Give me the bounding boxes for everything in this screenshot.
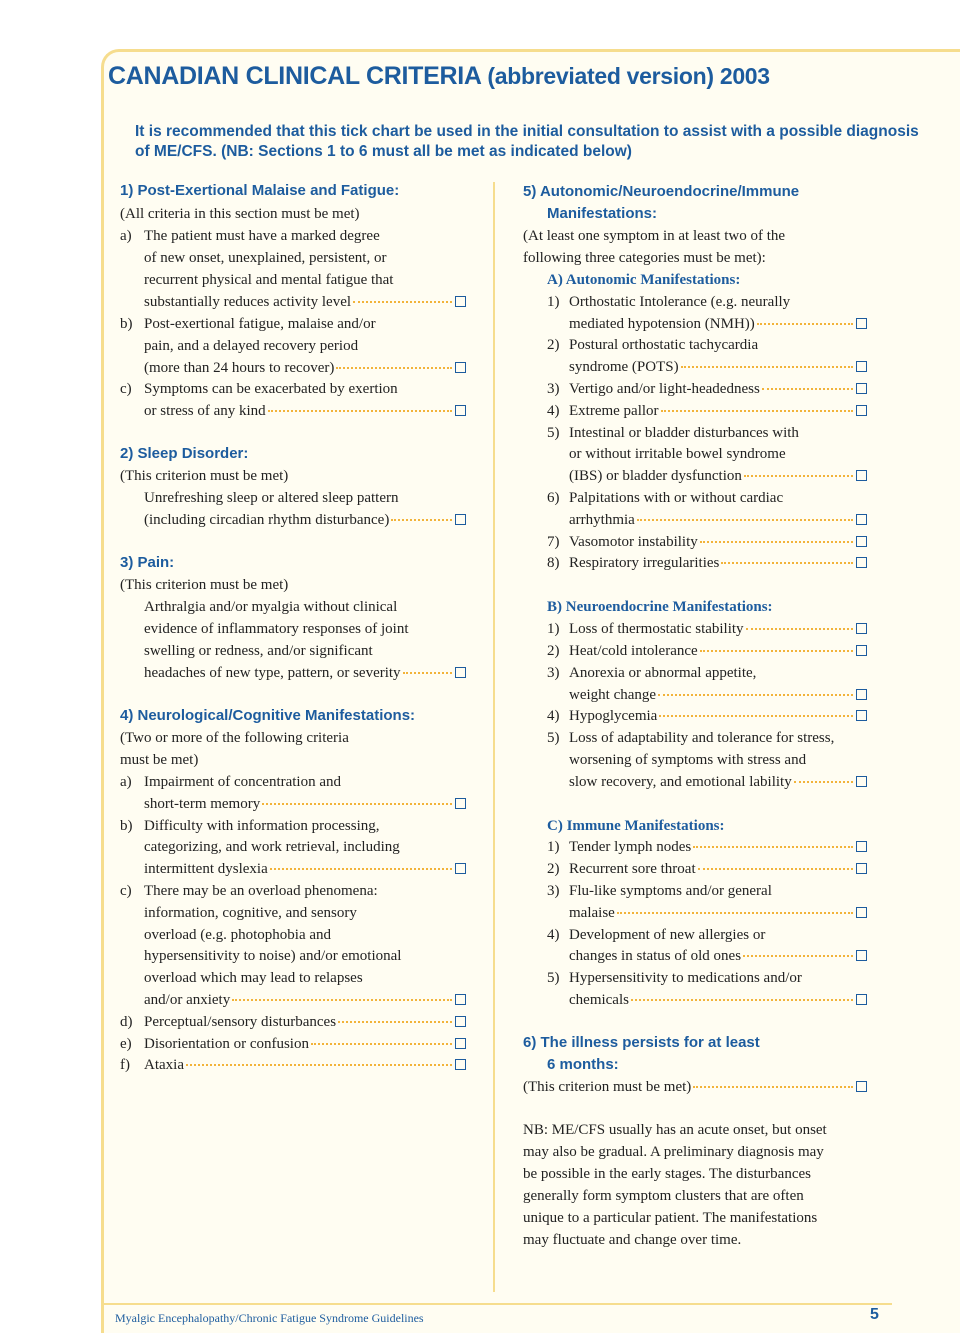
s1b-line: Post-exertional fatigue, malaise and/or: [144, 316, 376, 332]
dot-leader: [743, 954, 853, 957]
page-number: 5: [870, 1306, 879, 1323]
criterion-row: [569, 860, 867, 878]
dot-leader: [403, 671, 452, 674]
dot-leader: [721, 561, 853, 564]
criterion-row: [569, 642, 867, 660]
criterion-row: [569, 554, 867, 572]
criterion-row: [569, 315, 867, 333]
section1-heading: 1) Post-Exertional Malaise and Fatigue:: [120, 182, 400, 199]
s4b-line: intermittent dyslexia: [144, 861, 268, 877]
tick-checkbox[interactable]: [856, 405, 867, 416]
tick-checkbox[interactable]: [856, 841, 867, 852]
s4c-line: overload which may lead to relapses: [144, 970, 363, 986]
dot-leader: [762, 387, 853, 390]
section6-heading: 6) The illness persists for at least: [523, 1034, 760, 1051]
criterion-row: [144, 860, 466, 878]
item-line: weight change: [569, 687, 657, 703]
dot-leader: [391, 518, 452, 521]
s4e-line: Disorientation or confusion: [144, 1036, 309, 1052]
criterion-row: [144, 359, 466, 377]
criterion-row: [144, 511, 466, 529]
tick-checkbox[interactable]: [455, 1016, 466, 1027]
autonomic-heading: A) Autonomic Manifestations:: [547, 272, 741, 288]
criterion-row: [523, 1078, 867, 1096]
s3-line: headaches of new type, pattern, or severity: [144, 665, 401, 681]
item-number: 5): [547, 425, 560, 441]
s1a-line: substantially reduces activity level: [144, 294, 352, 310]
section4-note: must be met): [120, 752, 199, 768]
section5-note: (At least one symptom in at least two of the: [523, 228, 786, 244]
dot-leader: [661, 409, 853, 412]
title-subtitle: (abbreviated version) 2003: [487, 63, 770, 89]
item-line: arrhythmia: [569, 512, 635, 528]
tick-checkbox[interactable]: [856, 623, 867, 634]
section2-heading: 2) Sleep Disorder:: [120, 445, 249, 462]
dot-leader: [693, 1085, 853, 1088]
item-line: changes in status of old ones: [569, 948, 742, 964]
tick-checkbox[interactable]: [455, 1038, 466, 1049]
s4c-letter: c): [120, 883, 132, 899]
section3-note: (This criterion must be met): [120, 577, 289, 593]
tick-checkbox[interactable]: [856, 383, 867, 394]
s1c-letter: c): [120, 381, 132, 397]
tick-checkbox[interactable]: [455, 667, 466, 678]
s3-line: Arthralgia and/or myalgia without clinical: [144, 599, 398, 615]
criterion-row: [569, 380, 867, 398]
dot-leader: [693, 845, 853, 848]
item-number: 3): [547, 883, 560, 899]
s4e-letter: e): [120, 1036, 132, 1052]
dot-leader: [617, 911, 853, 914]
item-line: Hypersensitivity to medications and/or: [569, 970, 802, 986]
section6-note: (This criterion must be met): [523, 1079, 692, 1095]
section5-note: following three categories must be met):: [523, 250, 766, 266]
item-number: 2): [547, 643, 560, 659]
s1a-letter: a): [120, 228, 132, 244]
item-line: Intestinal or bladder disturbances with: [569, 425, 799, 441]
s1a-line: recurrent physical and mental fatigue that: [144, 272, 394, 288]
criterion-row: [569, 533, 867, 551]
criterion-row: [569, 620, 867, 638]
item-number: 1): [547, 839, 560, 855]
item-number: 3): [547, 665, 560, 681]
s3-line: evidence of inflammatory responses of joint: [144, 621, 409, 637]
s1c-line: or stress of any kind: [144, 403, 266, 419]
immune-heading: C) Immune Manifestations:: [547, 818, 725, 834]
criterion-row: [569, 358, 867, 376]
criterion-row: [144, 1035, 466, 1053]
criterion-row: [569, 773, 867, 791]
item-line: malaise: [569, 905, 615, 921]
intro-text: It is recommended that this tick chart be used in the initial consultation to assist with a possible diagnosis of ME/CFS. (NB: Sections 1 to 6 must all be met as indicated below): [135, 123, 919, 160]
section6-heading: 6 months:: [547, 1056, 619, 1073]
s1c-line: Symptoms can be exacerbated by exertion: [144, 381, 398, 397]
dot-leader: [268, 409, 452, 412]
section4-heading: 4) Neurological/Cognitive Manifestations:: [120, 707, 416, 724]
item-number: 6): [547, 490, 560, 506]
s4a-letter: a): [120, 774, 132, 790]
item-line: Loss of thermostatic stability: [569, 621, 744, 637]
criterion-row: [144, 1056, 466, 1074]
item-line: Hypoglycemia: [569, 708, 658, 724]
s4a-line: short-term memory: [144, 796, 261, 812]
criterion-row: [569, 467, 867, 485]
section2-note: (This criterion must be met): [120, 468, 289, 484]
criterion-row: [569, 947, 867, 965]
s4c-line: and/or anxiety: [144, 992, 231, 1008]
tick-checkbox[interactable]: [455, 296, 466, 307]
dot-leader: [232, 998, 452, 1001]
dot-leader: [353, 300, 452, 303]
s2-line: (including circadian rhythm disturbance): [144, 512, 390, 528]
dot-leader: [659, 714, 853, 717]
footer-text: Myalgic Encephalopathy/Chronic Fatigue Syndrome Guidelines: [115, 1311, 424, 1325]
s4c-line: There may be an overload phenomena:: [144, 883, 378, 899]
criterion-row: [144, 664, 466, 682]
item-line: Orthostatic Intolerance (e.g. neurally: [569, 294, 791, 310]
criterion-row: [569, 838, 867, 856]
nb-line: NB: ME/CFS usually has an acute onset, but onset: [523, 1122, 827, 1138]
item-line: Palpitations with or without cardiac: [569, 490, 784, 506]
tick-checkbox[interactable]: [455, 994, 466, 1005]
nb-line: be possible in the early stages. The disturbances: [523, 1166, 811, 1182]
tick-checkbox[interactable]: [856, 950, 867, 961]
s4c-line: overload (e.g. photophobia and: [144, 927, 332, 943]
criterion-row: [569, 402, 867, 420]
s1a-line: of new onset, unexplained, persistent, or: [144, 250, 387, 266]
item-number: 4): [547, 708, 560, 724]
item-line: chemicals: [569, 992, 629, 1008]
s4c-line: hypersensitivity to noise) and/or emotional: [144, 948, 402, 964]
tick-checkbox[interactable]: [856, 536, 867, 547]
item-line: (IBS) or bladder dysfunction: [569, 468, 742, 484]
dot-leader: [700, 649, 853, 652]
section5-heading: Manifestations:: [547, 205, 658, 222]
criterion-row: [569, 686, 867, 704]
s2-line: Unrefreshing sleep or altered sleep pattern: [144, 490, 399, 506]
item-line: Vertigo and/or light-headedness: [569, 381, 760, 397]
tick-checkbox[interactable]: [856, 776, 867, 787]
item-line: Recurrent sore throat: [569, 861, 696, 877]
tick-checkbox[interactable]: [455, 1059, 466, 1070]
item-number: 8): [547, 555, 560, 571]
dot-leader: [744, 474, 853, 477]
criterion-row: [569, 511, 867, 529]
item-number: 7): [547, 534, 560, 550]
tick-checkbox[interactable]: [856, 557, 867, 568]
item-line: Respiratory irregularities: [569, 555, 720, 571]
tick-checkbox[interactable]: [856, 689, 867, 700]
item-number: 5): [547, 730, 560, 746]
section3-heading: 3) Pain:: [120, 554, 175, 571]
dot-leader: [698, 867, 853, 870]
tick-checkbox[interactable]: [856, 907, 867, 918]
nb-line: generally form symptom clusters that are often: [523, 1188, 804, 1204]
section5-heading: 5) Autonomic/Neuroendocrine/Immune: [523, 183, 800, 200]
nb-line: unique to a particular patient. The manifestations: [523, 1210, 818, 1226]
dot-leader: [262, 802, 452, 805]
item-line: worsening of symptoms with stress and: [569, 752, 807, 768]
dot-leader: [336, 366, 452, 369]
item-number: 4): [547, 927, 560, 943]
criterion-row: [144, 402, 466, 420]
s4d-letter: d): [120, 1014, 133, 1030]
s3-line: swelling or redness, and/or significant: [144, 643, 373, 659]
dot-leader: [311, 1042, 452, 1045]
page-title: [108, 62, 770, 91]
item-line: Loss of adaptability and tolerance for stress,: [569, 730, 835, 746]
s4c-line: information, cognitive, and sensory: [144, 905, 357, 921]
s4b-line: categorizing, and work retrieval, including: [144, 839, 400, 855]
tick-checkbox[interactable]: [455, 863, 466, 874]
dot-leader: [794, 780, 853, 783]
s4b-line: Difficulty with information processing,: [144, 818, 380, 834]
item-line: Heat/cold intolerance: [569, 643, 698, 659]
dot-leader: [681, 365, 853, 368]
tick-checkbox[interactable]: [455, 362, 466, 373]
tick-checkbox[interactable]: [455, 405, 466, 416]
criterion-row: [144, 795, 466, 813]
criterion-row: [569, 904, 867, 922]
criterion-row: [144, 991, 466, 1009]
column-divider: [493, 182, 495, 1292]
item-line: Postural orthostatic tachycardia: [569, 337, 759, 353]
footer-rule: [101, 1303, 892, 1305]
criterion-row: [569, 707, 867, 725]
item-line: Tender lymph nodes: [569, 839, 692, 855]
tick-checkbox[interactable]: [856, 994, 867, 1005]
item-line: syndrome (POTS): [569, 359, 679, 375]
tick-checkbox[interactable]: [455, 514, 466, 525]
item-line: Extreme pallor: [569, 403, 659, 419]
s4f-line: Ataxia: [144, 1057, 184, 1073]
tick-checkbox[interactable]: [856, 361, 867, 372]
item-line: Flu-like symptoms and/or general: [569, 883, 772, 899]
tick-checkbox[interactable]: [856, 710, 867, 721]
item-number: 5): [547, 970, 560, 986]
item-line: or without irritable bowel syndrome: [569, 446, 786, 462]
s1b-line: (more than 24 hours to recover): [144, 360, 335, 376]
criterion-row: [569, 991, 867, 1009]
tick-checkbox[interactable]: [856, 318, 867, 329]
dot-leader: [637, 518, 853, 521]
s1a-line: The patient must have a marked degree: [144, 228, 380, 244]
dot-leader: [631, 998, 853, 1001]
s4d-line: Perceptual/sensory disturbances: [144, 1014, 337, 1030]
item-number: 1): [547, 294, 560, 310]
tick-checkbox[interactable]: [856, 863, 867, 874]
dot-leader: [746, 627, 853, 630]
nb-line: may also be gradual. A preliminary diagnosis may: [523, 1144, 824, 1160]
s1b-line: pain, and a delayed recovery period: [144, 338, 359, 354]
dot-leader: [658, 693, 853, 696]
section4-note: (Two or more of the following criteria: [120, 730, 349, 746]
tick-checkbox[interactable]: [856, 1081, 867, 1092]
criterion-row: [144, 293, 466, 311]
neuroendocrine-heading: B) Neuroendocrine Manifestations:: [547, 599, 773, 615]
item-number: 1): [547, 621, 560, 637]
criterion-row: [144, 1013, 466, 1031]
s1b-letter: b): [120, 316, 133, 332]
item-number: 3): [547, 381, 560, 397]
item-number: 2): [547, 861, 560, 877]
tick-checkbox[interactable]: [856, 514, 867, 525]
tick-checkbox[interactable]: [455, 798, 466, 809]
dot-leader: [338, 1020, 452, 1023]
dot-leader: [700, 540, 853, 543]
item-line: Development of new allergies or: [569, 927, 766, 943]
item-line: Vasomotor instability: [569, 534, 698, 550]
section1-note: (All criteria in this section must be met): [120, 206, 360, 222]
item-line: Anorexia or abnormal appetite,: [569, 665, 757, 681]
dot-leader: [270, 867, 452, 870]
tick-checkbox[interactable]: [856, 470, 867, 481]
s4a-line: Impairment of concentration and: [144, 774, 342, 790]
item-line: slow recovery, and emotional lability: [569, 774, 792, 790]
nb-line: may fluctuate and change over time.: [523, 1232, 742, 1248]
dot-leader: [186, 1063, 452, 1066]
dot-leader: [757, 322, 853, 325]
s4b-letter: b): [120, 818, 133, 834]
item-line: mediated hypotension (NMH)): [569, 316, 755, 332]
title-main: CANADIAN CLINICAL CRITERIA: [108, 62, 481, 90]
item-number: 4): [547, 403, 560, 419]
tick-checkbox[interactable]: [856, 645, 867, 656]
item-number: 2): [547, 337, 560, 353]
s4f-letter: f): [120, 1057, 130, 1073]
